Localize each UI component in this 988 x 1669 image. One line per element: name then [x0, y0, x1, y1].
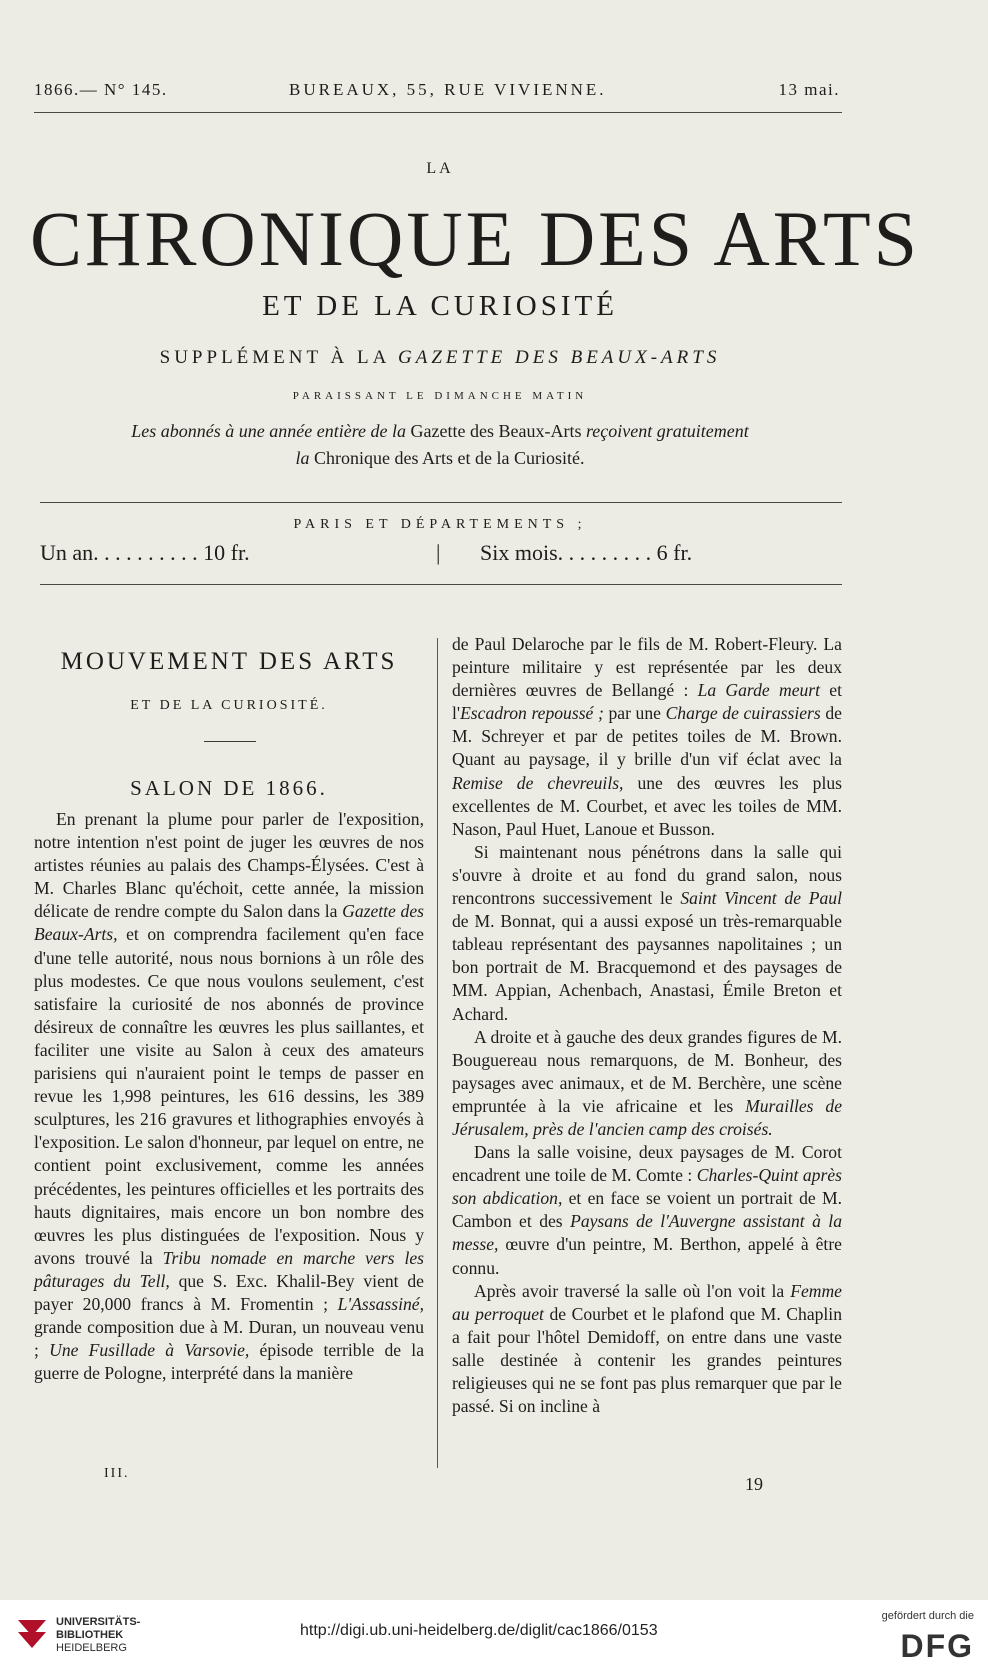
volume-number: III. — [104, 1466, 130, 1481]
section-divider — [204, 741, 256, 742]
column-divider — [437, 638, 438, 1468]
paragraph: de Paul Delaroche par le fils de M. Robert-Fleury. La peinture militaire y est représentée par les deux dernières œuvres de Bellangé : La Garde meurt et l'Escadron repoussé ; par une Charge de cuirassiers de M. Schreyer et par de petites toiles de M. Brown. Quant au paysage, il y brille d'un vif éclat avec la Remise de chevreuils, une des œuvres les plus excellentes de M. Courbet, et avec les toiles de MM. Nason, Paul Huet, Lanoue et Busson. — [452, 634, 842, 839]
paragraph: Après avoir traversé la salle où l'on voit la Femme au perroquet de Courbet et le plafond que M. Chaplin a fait pour l'hôtel Demidoff, on entre dans une vaste salle destinée à contenir les grandes peintures religieuses qui ne se font pas plus remarquer que par le passé. Si on incline à — [452, 1280, 842, 1417]
title-article: LA — [426, 160, 454, 177]
supplement-prefix: SUPPLÉMENT À LA — [159, 347, 390, 368]
library-name: UNIVERSITÄTS- BIBLIOTHEK HEIDELBERG — [56, 1616, 141, 1654]
paragraph: En prenant la plume pour parler de l'exposition, notre intention n'est point de juger les œuvres de nos artistes réunies au palais des Champs-Élysées. C'est à M. Charles Blanc qu'échoit, cette année, la mission délicate de rendre compte du Salon dans la Gazette des Beaux-Arts, et on comprendra facilement qu'en face d'une telle autorité, nous nous bornions à un rôle des plus modestes. Ce que nous voulons seulement, c'est satisfaire la curiosité de nos abonnés de province désireux de connaître les œuvres les plus saillantes, et faciliter une visite au Salon à ceux des amateurs parisiens qui n'auraient point le temps de passer en revue les 1,998 peintures, les 616 dessins, les 389 sculptures, les 216 gravures et lithographies envoyés à l'exposition. Le salon d'honneur, par lequel on entre, ne contient point exclusivement, comme les années précédentes, les peintures officielles et les portraits des hauts dignitaires, mais encore un bon nombre des œuvres les plus distinguées de l'exposition. Nous y avons trouvé la Tribu nomade en marche vers les pâturages du Tell, que S. Exc. Khalil-Bey vient de payer 20,000 francs à M. Fromentin ; L'Assassiné, grande composition due à M. Duran, un nouveau venu ; Une Fusillade à Varsovie, épisode terrible de la guerre de Pologne, interprété dans la manière — [34, 809, 425, 1384]
paragraph: Si maintenant nous pénétrons dans la salle qui s'ouvre à droite et au fond du grand salon, nous rencontrons successivement le Saint Vincent de Paul de M. Bonnat, qui a aussi exposé un très-remarquable tableau représentant des paysannes napolitaines ; un bon portrait de M. Bracquemond et des paysages de MM. Appian, Achenbach, Anastasi, Émile Breton et Achard. — [452, 841, 842, 1024]
supplement-line — [30, 347, 850, 369]
section-title: MOUVEMENT DES ARTS — [60, 648, 398, 675]
paragraph: A droite et à gauche des deux grandes figures de M. Bouguereau nous remarquons, de M. Bonheur, des paysages avec animaux, et de M. Berchère, une scène empruntée à la vie africaine et les Murailles de Jérusalem, près de l'ancien camp des croisés. — [452, 1026, 843, 1139]
journal-subtitle: ET DE LA CURIOSITÉ — [262, 290, 618, 322]
publication-schedule: PARAISSANT LE DIMANCHE MATIN — [292, 390, 588, 402]
issue-date: 13 mai. — [778, 80, 840, 99]
archive-footer — [0, 1600, 988, 1669]
price-separator: | — [436, 540, 441, 565]
masthead-header — [34, 80, 840, 104]
page-number: 19 — [745, 1474, 763, 1494]
dfg-logo: DFG — [900, 1628, 974, 1664]
section-subtitle: ET DE LA CURIOSITÉ. — [130, 698, 328, 713]
paragraph: Dans la salle voisine, deux paysages de M. Corot encadrent une toile de M. Comte : Charles-Quint après son abdication, et en face se voient un portrait de M. Cambon et des Paysans de l'Auvergne assistant à la messe, œuvre d'un peintre, M. Berthon, appelé à être connu. — [452, 1142, 842, 1278]
supplement-journal: GAZETTE DES BEAUX-ARTS — [398, 347, 721, 368]
pricing-heading: PARIS ET DÉPARTEMENTS ; — [293, 517, 587, 532]
archive-url[interactable]: http://digi.ub.uni-heidelberg.de/diglit/cac1866/0153 — [300, 1622, 658, 1639]
salon-heading: SALON DE 1866. — [130, 776, 328, 800]
price-one-year: Un an. . . . . . . . . . 10 fr. — [40, 540, 250, 565]
right-column-text — [452, 633, 842, 1418]
library-logo-icon — [12, 1614, 52, 1654]
header-rule — [34, 112, 842, 113]
sponsor-label: gefördert durch die — [881, 1610, 974, 1622]
pricing-rule-bottom — [40, 584, 842, 585]
issue-number: 1866.— N° 145. — [34, 80, 168, 99]
pricing-rule-top — [40, 502, 842, 503]
left-column-text — [34, 808, 424, 1385]
price-six-months: Six mois. . . . . . . . . 6 fr. — [480, 540, 693, 565]
subscriber-notice: Les abonnés à une année entière de la Gazette des Beaux-Arts reçoivent gratuitement la Chronique des Arts et de la Curiosité. — [131, 421, 749, 468]
office-address: BUREAUX, 55, RUE VIVIENNE. — [289, 80, 607, 99]
journal-title: CHRONIQUE DES ARTS — [30, 195, 921, 282]
